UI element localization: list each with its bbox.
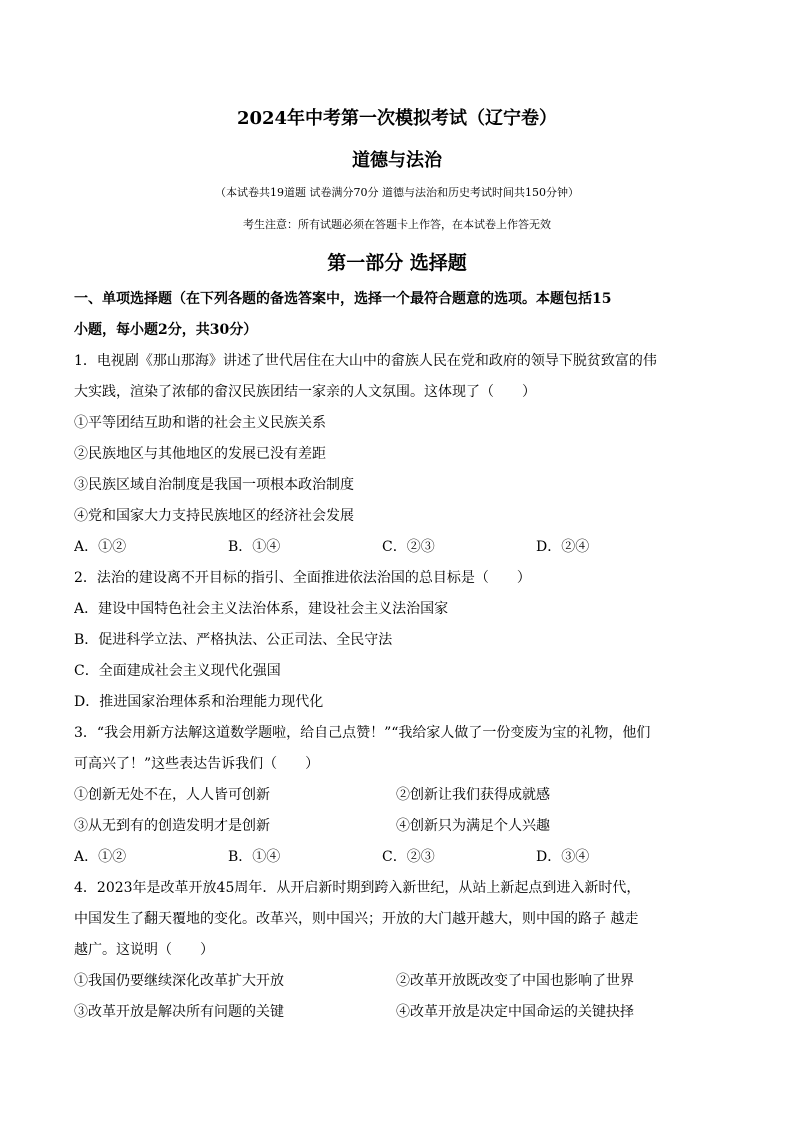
answer-options xyxy=(74,532,730,563)
statement-row xyxy=(74,966,730,997)
subject-title: 道德与法治 xyxy=(352,150,442,171)
statement-row xyxy=(74,780,730,811)
answer-options xyxy=(74,842,730,873)
option-b: B．促进科学立法、严格执法、公正司法、全民守法 xyxy=(74,632,393,648)
statement-item: ③民族区域自治制度是我国一项根本政治制度 xyxy=(74,477,354,493)
question-stem-line: 越广。这说明（ ） xyxy=(74,942,214,958)
statement-item: ①平等团结互助和谐的社会主义民族关系 xyxy=(74,415,326,431)
question-2 xyxy=(74,563,730,718)
exam-notice: 考生注意：所有试题必须在答题卡上作答，在本试卷上作答无效 xyxy=(243,218,551,231)
question-stem-line: 2．法治的建设离不开目标的指引、全面推进依法治国的总目标是（ ） xyxy=(74,570,531,586)
statement-item: ②改革开放既改变了中国也影响了世界 xyxy=(396,973,634,989)
statement-item: ④改革开放是决定中国命运的关键抉择 xyxy=(396,1004,634,1020)
question-1 xyxy=(74,346,730,563)
statement-item: ③改革开放是解决所有问题的关键 xyxy=(74,1004,284,1020)
statement-item: ②创新让我们获得成就感 xyxy=(396,787,550,803)
question-content xyxy=(74,284,730,1028)
statement-row xyxy=(74,811,730,842)
option-a: A．①② xyxy=(74,539,127,555)
question-stem-line: 4．2023年是改革开放45周年．从开启新时期到跨入新世纪，从站上新起点到进入新时代， xyxy=(74,880,641,896)
question-4 xyxy=(74,873,730,1028)
option-a: A．①② xyxy=(74,849,127,865)
option-d: D．推进国家治理体系和治理能力现代化 xyxy=(74,694,324,710)
question-stem-line: 3．“我会用新方法解这道数学题啦，给自己点赞！”“我给家人做了一份变废为宝的礼物，他们 xyxy=(74,725,651,741)
option-a: A．建设中国特色社会主义法治体系，建设社会主义法治国家 xyxy=(74,601,449,617)
question-stem-line: 1．电视剧《那山那海》讲述了世代居住在大山中的畲族人民在党和政府的领导下脱贫致富的伟 xyxy=(74,353,657,369)
section-heading-line2: 小题，每小题2分，共30分） xyxy=(74,322,258,338)
exam-title: 2024年中考第一次模拟考试（辽宁卷） xyxy=(236,108,558,129)
option-d: D．②④ xyxy=(536,539,590,555)
statement-item: ③从无到有的创造发明才是创新 xyxy=(74,818,270,834)
statement-item: ④创新只为满足个人兴趣 xyxy=(396,818,550,834)
statement-item: ②民族地区与其他地区的发展已没有差距 xyxy=(74,446,326,462)
option-c: C．②③ xyxy=(382,539,435,555)
exam-info: （本试卷共19道题 试卷满分70分 道德与法治和历史考试时间共150分钟） xyxy=(215,186,579,199)
question-3 xyxy=(74,718,730,873)
statement-item: ④党和国家大力支持民族地区的经济社会发展 xyxy=(74,508,354,524)
option-b: B．①④ xyxy=(228,849,281,865)
option-c: C．②③ xyxy=(382,849,435,865)
statement-row xyxy=(74,997,730,1028)
statement-item: ①我国仍要继续深化改革扩大开放 xyxy=(74,973,284,989)
question-stem-line: 可高兴了！”这些表达告诉我们（ ） xyxy=(74,756,320,772)
option-c: C．全面建成社会主义现代化强国 xyxy=(74,663,281,679)
question-stem-line: 中国发生了翻天覆地的变化。改革兴，则中国兴；开放的大门越开越大，则中国的路子 越走 xyxy=(74,911,639,927)
option-b: B．①④ xyxy=(228,539,281,555)
question-stem-line: 大实践，渲染了浓郁的畲汉民族团结一家亲的人文氛围。这体现了（ ） xyxy=(74,384,536,400)
option-d: D．③④ xyxy=(536,849,590,865)
statement-item: ①创新无处不在，人人皆可创新 xyxy=(74,787,270,803)
part-title: 第一部分 选择题 xyxy=(327,252,467,274)
section-heading-line1: 一、单项选择题（在下列各题的备选答案中，选择一个最符合题意的选项。本题包括15 xyxy=(74,291,612,307)
